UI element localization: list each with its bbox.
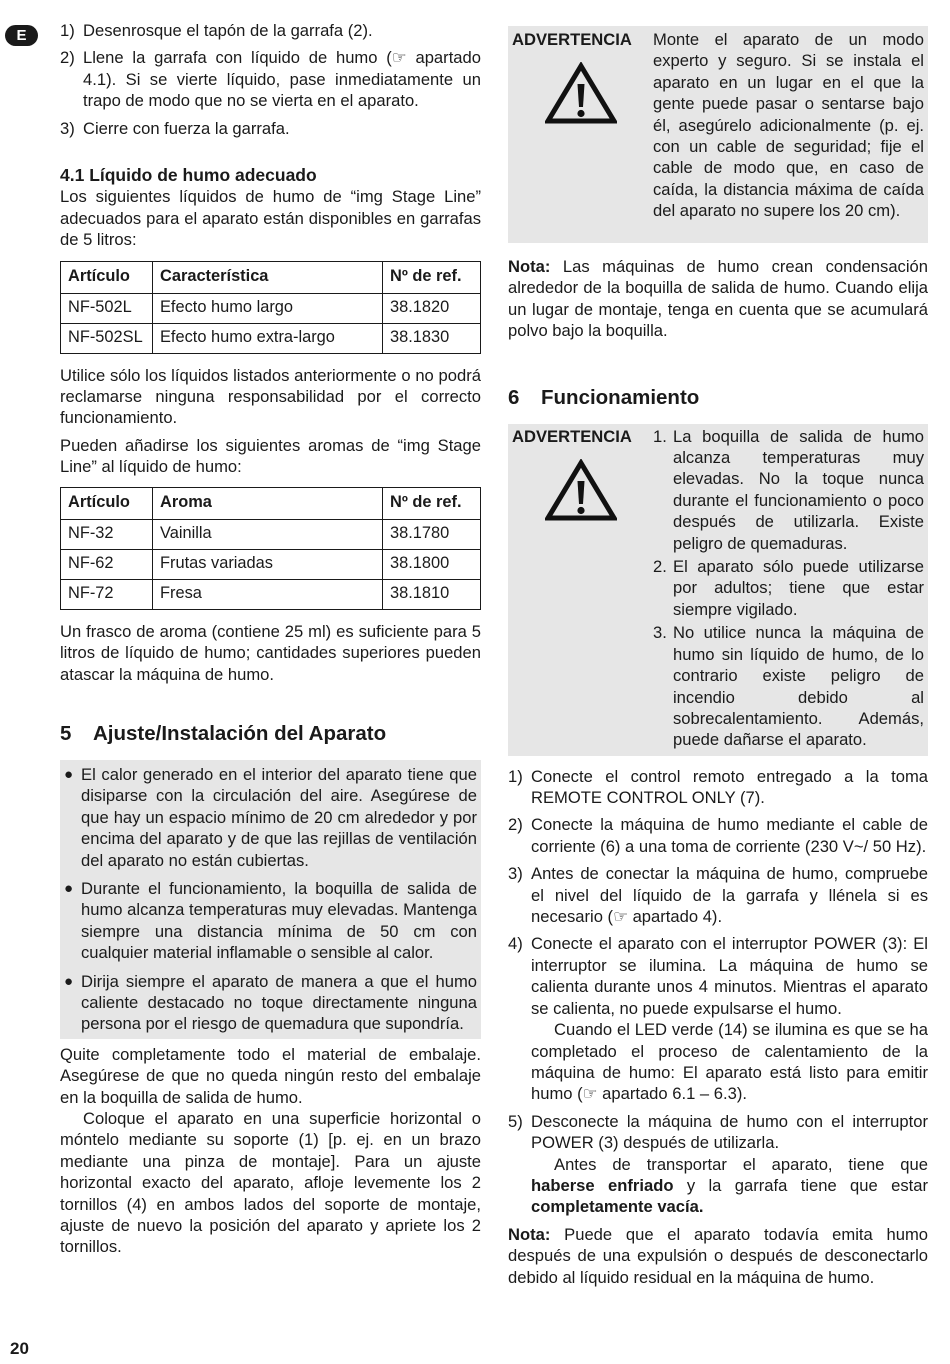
table-row (61, 579, 481, 609)
column-header: Nº de ref. (383, 261, 481, 293)
table-cell: NF-502L (61, 293, 153, 323)
warning-box-mounting (508, 26, 928, 243)
table-row (61, 293, 481, 323)
left-column (60, 20, 481, 1258)
warning-triangle-icon (545, 459, 617, 521)
table-header-row (61, 487, 481, 519)
warning-list (653, 426, 924, 753)
bullet-icon: ● (64, 972, 74, 990)
warning-box-operation (508, 424, 928, 756)
section-4-1-heading: 4.1 Líquido de humo adecuado (60, 165, 317, 186)
smoke-fluid-table (60, 261, 481, 354)
warning-label: ADVERTENCIA (512, 426, 632, 446)
table-cell: Frutas variadas (153, 549, 383, 579)
list-item: 3) Cierre con fuerza la garrafa. (60, 118, 290, 138)
operation-steps-list (508, 766, 928, 1218)
note-residual-smoke: Nota: Puede que el aparato todavía emita humo después de una expulsión o después de desconectarlo debido al líquido residual en la máquina de humo. (508, 1224, 928, 1287)
table-cell: NF-32 (61, 519, 153, 549)
list-item: 2. El aparato sólo puede utilizarse por adultos; tiene que estar siempre vigilado. (653, 557, 924, 619)
table-cell: NF-72 (61, 579, 153, 609)
aroma-intro: Pueden añadirse los siguientes aromas de “img Stage Line” al líquido de humo: (60, 435, 481, 477)
table-cell: 38.1810 (383, 579, 481, 609)
table-cell: Efecto humo largo (153, 293, 383, 323)
column-header: Nº de ref. (383, 487, 481, 519)
table-row (61, 549, 481, 579)
list-item: 1) Desenrosque el tapón de la garrafa (2). (60, 21, 373, 40)
table-cell: 38.1830 (383, 323, 481, 353)
aroma-note: Un frasco de aroma (contiene 25 ml) es suficiente para 5 litros de líquido de humo; cantidades superiores pueden atascar la máquina de humo. (60, 621, 481, 684)
table-row (61, 323, 481, 353)
section-number: 5 (60, 721, 72, 745)
note-label: Nota: (508, 1224, 551, 1244)
column-header: Artículo (61, 261, 153, 293)
packaging-paragraph: Quite completamente todo el material de embalaje. Asegúrese de que no queda ningún resto del embalaje en la boquilla de salida de humo. (60, 1044, 481, 1107)
mounting-paragraph: Coloque el aparato en una superficie horizontal o móntelo mediante su soporte (1) [p. ej. en un brazo mediante una pinza de montaje]. Para un ajuste horizontal exacto del aparato, afloje levemente los 2 tornillos (4) en ambos lados del soporte de montaje, ajuste de nuevo la posición del aparato y apriete los 2 tornillos. (60, 1109, 481, 1257)
bullet-icon: ● (64, 879, 74, 897)
column-header: Aroma (153, 487, 383, 519)
table-cell: Vainilla (153, 519, 383, 549)
list-item: 1. La boquilla de salida de humo alcanza temperaturas muy elevadas. No la toque nunca durante el funcionamiento o poco después de utilizarla. Existe peligro de quemaduras. (653, 426, 924, 553)
table-cell: 38.1800 (383, 549, 481, 579)
right-column (508, 26, 928, 1288)
table-cell: 38.1780 (383, 519, 481, 549)
list-item: ● El calor generado en el interior del aparato tiene que disiparse con la circulación del aire. Asegúrese de que hay un espacio mínimo de 20 cm alrededor y por encima del aparato y de que las rejillas de ventilación del aparato no están cubiertas. (64, 764, 477, 870)
warning-label: ADVERTENCIA (512, 30, 632, 49)
section-5-heading (60, 721, 481, 747)
section-title: Funcionamiento (541, 385, 700, 409)
list-item: ● Durante el funcionamiento, la boquilla de salida de humo alcanza temperaturas muy elevadas. Mantenga siempre una distancia mínima de 50 cm con cualquier material inflamable o sensible al calor. (64, 878, 477, 963)
fill-steps-list (60, 20, 481, 139)
table-cell: NF-502SL (61, 323, 153, 353)
list-item: 2) Conecte la máquina de humo mediante el cable de corriente (6) a una toma de corriente (230 V~/ 50 Hz). (508, 815, 928, 856)
column-header: Característica (153, 261, 383, 293)
list-item: 3) Antes de conectar la máquina de humo, compruebe el nivel del líquido de la garrafa y llénela si es necesario (☞ apartado 4). (508, 864, 928, 927)
aroma-table (60, 487, 481, 610)
section-4-1-intro: Los siguientes líquidos de humo de “img Stage Line” adecuados para el aparato están disponibles en garrafas de 5 litros: (60, 187, 481, 250)
list-item: 4) Conecte el aparato con el interruptor POWER (3): El interruptor se ilumina. La máquina de humo se calienta durante unos 4 minutos. Mientras el aparato se calienta, no puede expulsarse el humo. Cuando el LED verde (14) se ilumina es que se ha completado el proceso de calentamiento de la máquina de humo: El aparato está listo para emitir humo (☞ apartado 6.1 – 6.3). (508, 934, 928, 1104)
list-item: ● Dirija siempre el aparato de manera a que el humo caliente destacado no toque directamente ninguna persona por el riesgo de quemadura que supondría. (64, 971, 477, 1034)
table-header-row (61, 261, 481, 293)
table-row (61, 519, 481, 549)
warning-triangle-icon (545, 62, 617, 124)
section-6-heading (508, 385, 928, 411)
section-number: 6 (508, 385, 520, 409)
table-cell: Fresa (153, 579, 383, 609)
bullet-icon: ● (64, 765, 74, 783)
section-title: Ajuste/Instalación del Aparato (93, 721, 387, 745)
page-number: 20 (10, 1339, 29, 1358)
fluid-disclaimer: Utilice sólo los líquidos listados anteriormente o no podrá reclamarse ninguna responsabilidad por el correcto funcionamiento. (60, 365, 481, 428)
list-item: 3. No utilice nunca la máquina de humo sin líquido de humo, de lo contrario existe peligro de incendio debido al sobrecalentamiento. Además, puede dañarse el aparato. (653, 623, 924, 750)
table-cell: 38.1820 (383, 293, 481, 323)
column-header: Artículo (61, 487, 153, 519)
installation-safety-box (60, 760, 481, 1039)
note-condensation: Nota: Las máquinas de humo crean condensación alrededor de la boquilla de salida de humo. Cuando elija un lugar de montaje, tenga en cuenta que se acumulará polvo bajo la boquilla. (508, 257, 928, 341)
table-cell: NF-62 (61, 549, 153, 579)
warning-text: Monte el aparato de un modo experto y seguro. Si se instala el aparato en un lugar en el que la gente puede pasar o sentarse bajo él, asegúrelo adicionalmente (p. ej. con un cable de seguridad; fije el cable de modo que, en caso de caída, la distancia máxima de caída del aparato no supere los 20 cm). (653, 30, 924, 221)
list-item: 5) Desconecte la máquina de humo con el interruptor POWER (3) después de utilizarla. Antes de transportar el aparato, tiene que haberse enfriado y la garrafa tiene que estar completamente vacía. (508, 1111, 928, 1217)
table-cell: Efecto humo extra-largo (153, 323, 383, 353)
list-item: 1) Conecte el control remoto entregado a la toma REMOTE CONTROL ONLY (7). (508, 766, 928, 808)
language-badge: E (5, 25, 38, 46)
list-item: 2) Llene la garrafa con líquido de humo (☞ apartado 4.1). Si se vierte líquido, pase inmediatamente un trapo de modo que no se vierta en el aparato. (60, 48, 481, 111)
note-label: Nota: (508, 257, 551, 276)
